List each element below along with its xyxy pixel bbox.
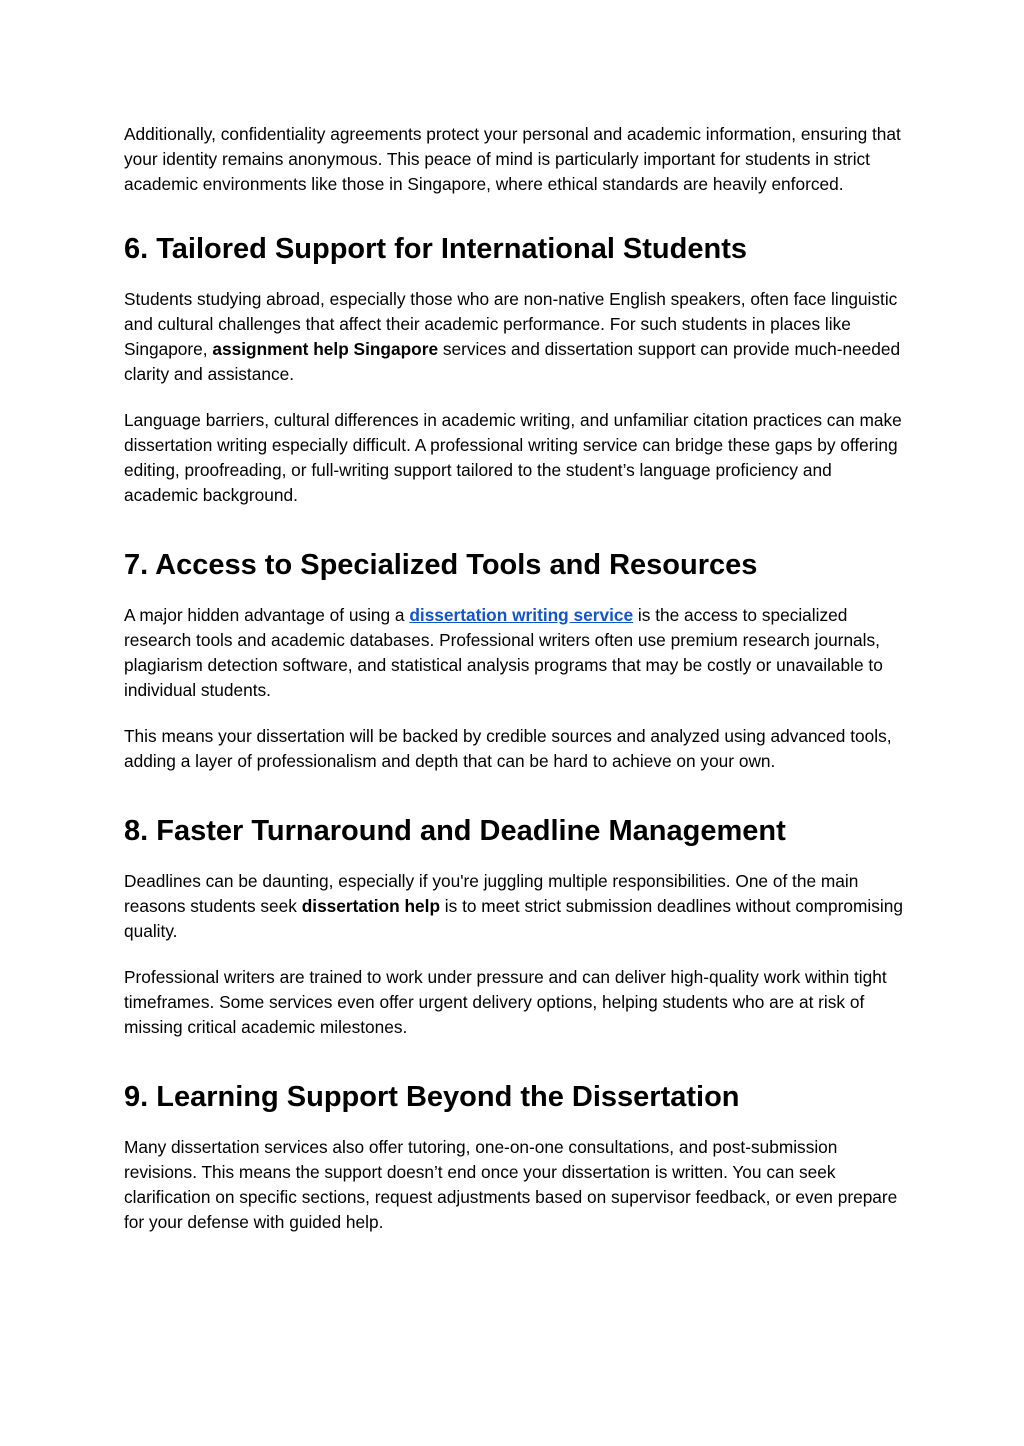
section-8-paragraph-2: Professional writers are trained to work under pressure and can deliver high-quality work within tight timeframes. Some services even offer urgent delivery options, helping students who are at risk of missing critical academic milestones. <box>124 967 887 1037</box>
section-7-p1-text-start: A major hidden advantage of using a <box>124 605 410 625</box>
dissertation-writing-service-link[interactable]: dissertation writing service <box>409 605 634 625</box>
section-6-heading: 6. Tailored Support for International Students <box>124 233 747 265</box>
section-6-paragraph-1 <box>124 287 904 387</box>
section-8-p1-text-start: Deadlines can be daunting, especially if you're juggling multiple responsibilities. One of the main reasons students seek <box>124 871 859 916</box>
section-8-paragraph-1 <box>124 869 904 944</box>
section-6-p1-text-start: Students studying abroad, especially those who are non-native English speakers, often face linguistic and cultural challenges that affect their academic performance. For such students in places like Singapore, <box>124 289 898 359</box>
section-8-p1-bold-phrase: dissertation help <box>301 896 440 916</box>
section-7-paragraph-1 <box>124 603 904 703</box>
section-6-paragraph-2: Language barriers, cultural differences in academic writing, and unfamiliar citation practices can make dissertation writing especially difficult. A professional writing service can bridge these gaps by offering editing, proofreading, or full-writing support tailored to the student’s language proficiency and academic background. <box>124 410 902 505</box>
intro-paragraph: Additionally, confidentiality agreements protect your personal and academic information, ensuring that your identity remains anonymous. This peace of mind is particularly important for students in strict academic environments like those in Singapore, where ethical standards are heavily enforced. <box>124 124 901 194</box>
section-9-paragraph-1: Many dissertation services also offer tutoring, one-on-one consultations, and post-submission revisions. This means the support doesn’t end once your dissertation is written. You can seek clarification on specific sections, request adjustments based on supervisor feedback, or even prepare for your defense with guided help. <box>124 1137 898 1232</box>
section-7-paragraph-2: This means your dissertation will be backed by credible sources and analyzed using advanced tools, adding a layer of professionalism and depth that can be hard to achieve on your own. <box>124 726 892 771</box>
section-7-p1-text-end: is the access to specialized research tools and academic databases. Professional writers often use premium research journals, plagiarism detection software, and statistical analysis programs that may be costly or unavailable to individual students. <box>124 605 883 700</box>
section-8-heading: 8. Faster Turnaround and Deadline Management <box>124 815 786 847</box>
section-7-heading: 7. Access to Specialized Tools and Resources <box>124 549 758 581</box>
section-9-heading: 9. Learning Support Beyond the Dissertation <box>124 1081 740 1113</box>
section-6-p1-text-end: services and dissertation support can provide much-needed clarity and assistance. <box>124 339 901 384</box>
section-8-p1-text-end: is to meet strict submission deadlines without compromising quality. <box>124 896 903 941</box>
section-6-p1-bold-phrase: assignment help Singapore <box>212 339 439 359</box>
document-page <box>124 122 904 1256</box>
